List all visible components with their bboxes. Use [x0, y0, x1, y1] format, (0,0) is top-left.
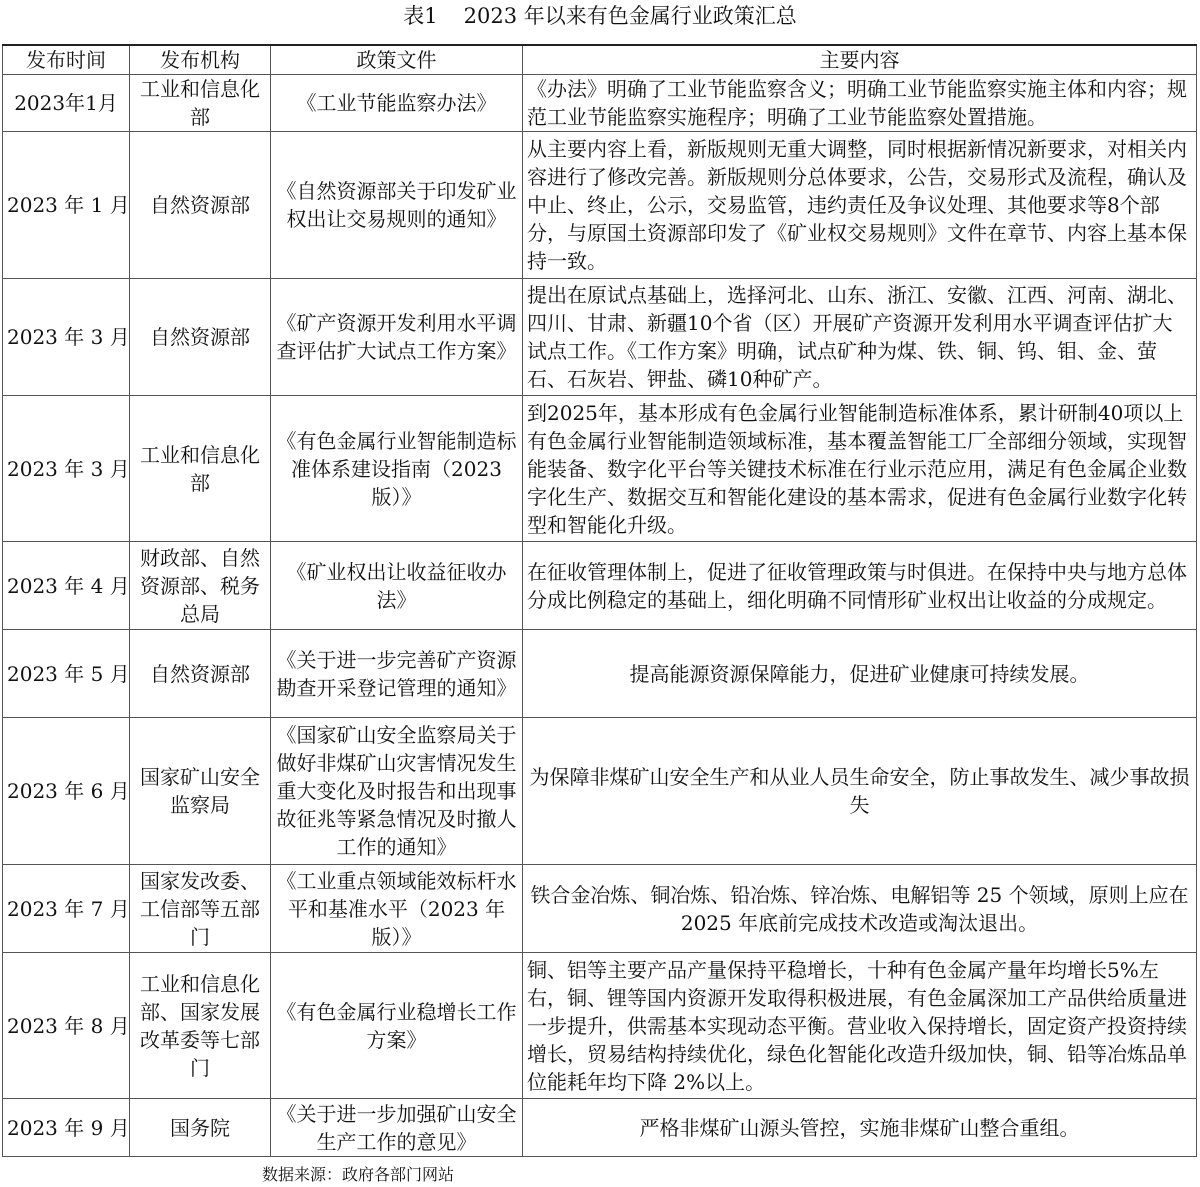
cell-doc: 《国家矿山安全监察局关于做好非煤矿山灾害情况发生重大变化及时报告和出现事故征兆等紧急情况及时撤人工作的通知》: [271, 718, 523, 865]
cell-org: 自然资源部: [130, 630, 271, 718]
cell-content: 铁合金冶炼、铜冶炼、铅冶炼、锌冶炼、电解铝等 25 个领域，原则上应在 2025 年底前完成技术改造或淘汰退出。: [523, 865, 1197, 953]
cell-org: 国家发改委、工信部等五部门: [130, 865, 271, 953]
cell-date: 2023 年 7 月: [3, 865, 130, 953]
cell-content: 提高能源资源保障能力，促进矿业健康可持续发展。: [523, 630, 1197, 718]
cell-date: 2023 年 3 月: [3, 279, 130, 396]
table-row: [3, 132, 1197, 279]
cell-date: 2023 年 3 月: [3, 396, 130, 542]
cell-content: 在征收管理体制上，促进了征收管理政策与时俱进。在保持中央与地方总体分成比例稳定的基础上，细化明确不同情形矿业权出让收益的分成规定。: [523, 542, 1197, 630]
cell-date: 2023 年 4 月: [3, 542, 130, 630]
cell-doc: 《矿业权出让收益征收办法》: [271, 542, 523, 630]
table-row: [3, 75, 1197, 132]
table-row: [3, 718, 1197, 865]
cell-content: 到2025年，基本形成有色金属行业智能制造标准体系，累计研制40项以上有色金属行业智能制造领域标准，基本覆盖智能工厂全部细分领域，实现智能装备、数字化平台等关键技术标准在行业示范应用，满足有色金属企业数字化生产、数据交互和智能化建设的基本需求，促进有色金属行业数字化转型和智能化升级。: [523, 396, 1197, 542]
table-title: 2023 年以来有色金属行业政策汇总: [463, 4, 797, 28]
cell-org: 自然资源部: [130, 132, 271, 279]
cell-doc: 《工业重点领域能效标杆水平和基准水平（2023 年版）》: [271, 865, 523, 953]
cell-content: 从主要内容上看，新版规则无重大调整，同时根据新情况新要求，对相关内容进行了修改完善。新版规则分总体要求，公告，交易形式及流程，确认及中止、终止，公示，交易监管，违约责任及争议处理、其他要求等8个部分，与原国土资源部印发了《矿业权交易规则》文件在章节、内容上基本保持一致。: [523, 132, 1197, 279]
cell-date: 2023年1月: [3, 75, 130, 132]
table-row: [3, 953, 1197, 1099]
cell-org: 工业和信息化部: [130, 396, 271, 542]
table-header-row: [3, 45, 1197, 75]
table-row: [3, 396, 1197, 542]
cell-date: 2023 年 9 月: [3, 1099, 130, 1157]
table-row: [3, 279, 1197, 396]
header-org: 发布机构: [130, 45, 271, 75]
cell-org: 国家矿山安全监察局: [130, 718, 271, 865]
header-date: 发布时间: [3, 45, 130, 75]
cell-doc: 《有色金属行业智能制造标准体系建设指南（2023版）》: [271, 396, 523, 542]
cell-content: 铜、铝等主要产品产量保持平稳增长，十种有色金属产量年均增长5%左右，铜、锂等国内资源开发取得积极进展，有色金属深加工产品供给质量进一步提升，供需基本实现动态平衡。营业收入保持增长，固定资产投资持续增长，贸易结构持续优化，绿色化智能化改造升级加快，铜、铅等冶炼品单位能耗年均下降 2%以上。: [523, 953, 1197, 1099]
table-row: [3, 542, 1197, 630]
cell-date: 2023 年 8 月: [3, 953, 130, 1099]
cell-doc: 《自然资源部关于印发矿业权出让交易规则的通知》: [271, 132, 523, 279]
cell-doc: 《矿产资源开发利用水平调查评估扩大试点工作方案》: [271, 279, 523, 396]
cell-content: 为保障非煤矿山安全生产和从业人员生命安全，防止事故发生、减少事故损失: [523, 718, 1197, 865]
cell-org: 工业和信息化部: [130, 75, 271, 132]
table-number: 表1: [403, 4, 438, 28]
table-row: [3, 630, 1197, 718]
cell-date: 2023 年 1 月: [3, 132, 130, 279]
cell-org: 自然资源部: [130, 279, 271, 396]
header-content: 主要内容: [523, 45, 1197, 75]
cell-org: 工业和信息化部、国家发展改革委等七部门: [130, 953, 271, 1099]
cell-org: 财政部、自然资源部、税务总局: [130, 542, 271, 630]
cell-doc: 《关于进一步加强矿山安全生产工作的意见》: [271, 1099, 523, 1157]
cell-date: 2023 年 5 月: [3, 630, 130, 718]
header-doc: 政策文件: [271, 45, 523, 75]
cell-doc: 《工业节能监察办法》: [271, 75, 523, 132]
data-source-note: 数据来源：政府各部门网站: [262, 1165, 455, 1184]
cell-date: 2023 年 6 月: [3, 718, 130, 865]
cell-doc: 《关于进一步完善矿产资源勘查开采登记管理的通知》: [271, 630, 523, 718]
cell-content: 提出在原试点基础上，选择河北、山东、浙江、安徽、江西、河南、湖北、四川、甘肃、新疆10个省（区）开展矿产资源开发利用水平调查评估扩大试点工作。《工作方案》明确，试点矿种为煤、铁、铜、钨、钼、金、萤石、石灰岩、钾盐、磷10种矿产。: [523, 279, 1197, 396]
table-row: [3, 1099, 1197, 1157]
cell-content: 严格非煤矿山源头管控，实施非煤矿山整合重组。: [523, 1099, 1197, 1157]
table-caption: [0, 0, 1200, 40]
cell-org: 国务院: [130, 1099, 271, 1157]
cell-doc: 《有色金属行业稳增长工作方案》: [271, 953, 523, 1099]
table-row: [3, 865, 1197, 953]
cell-content: 《办法》明确了工业节能监察含义；明确工业节能监察实施主体和内容；规范工业节能监察实施程序；明确了工业节能监察处置措施。: [523, 75, 1197, 132]
policy-table: [2, 44, 1197, 1157]
